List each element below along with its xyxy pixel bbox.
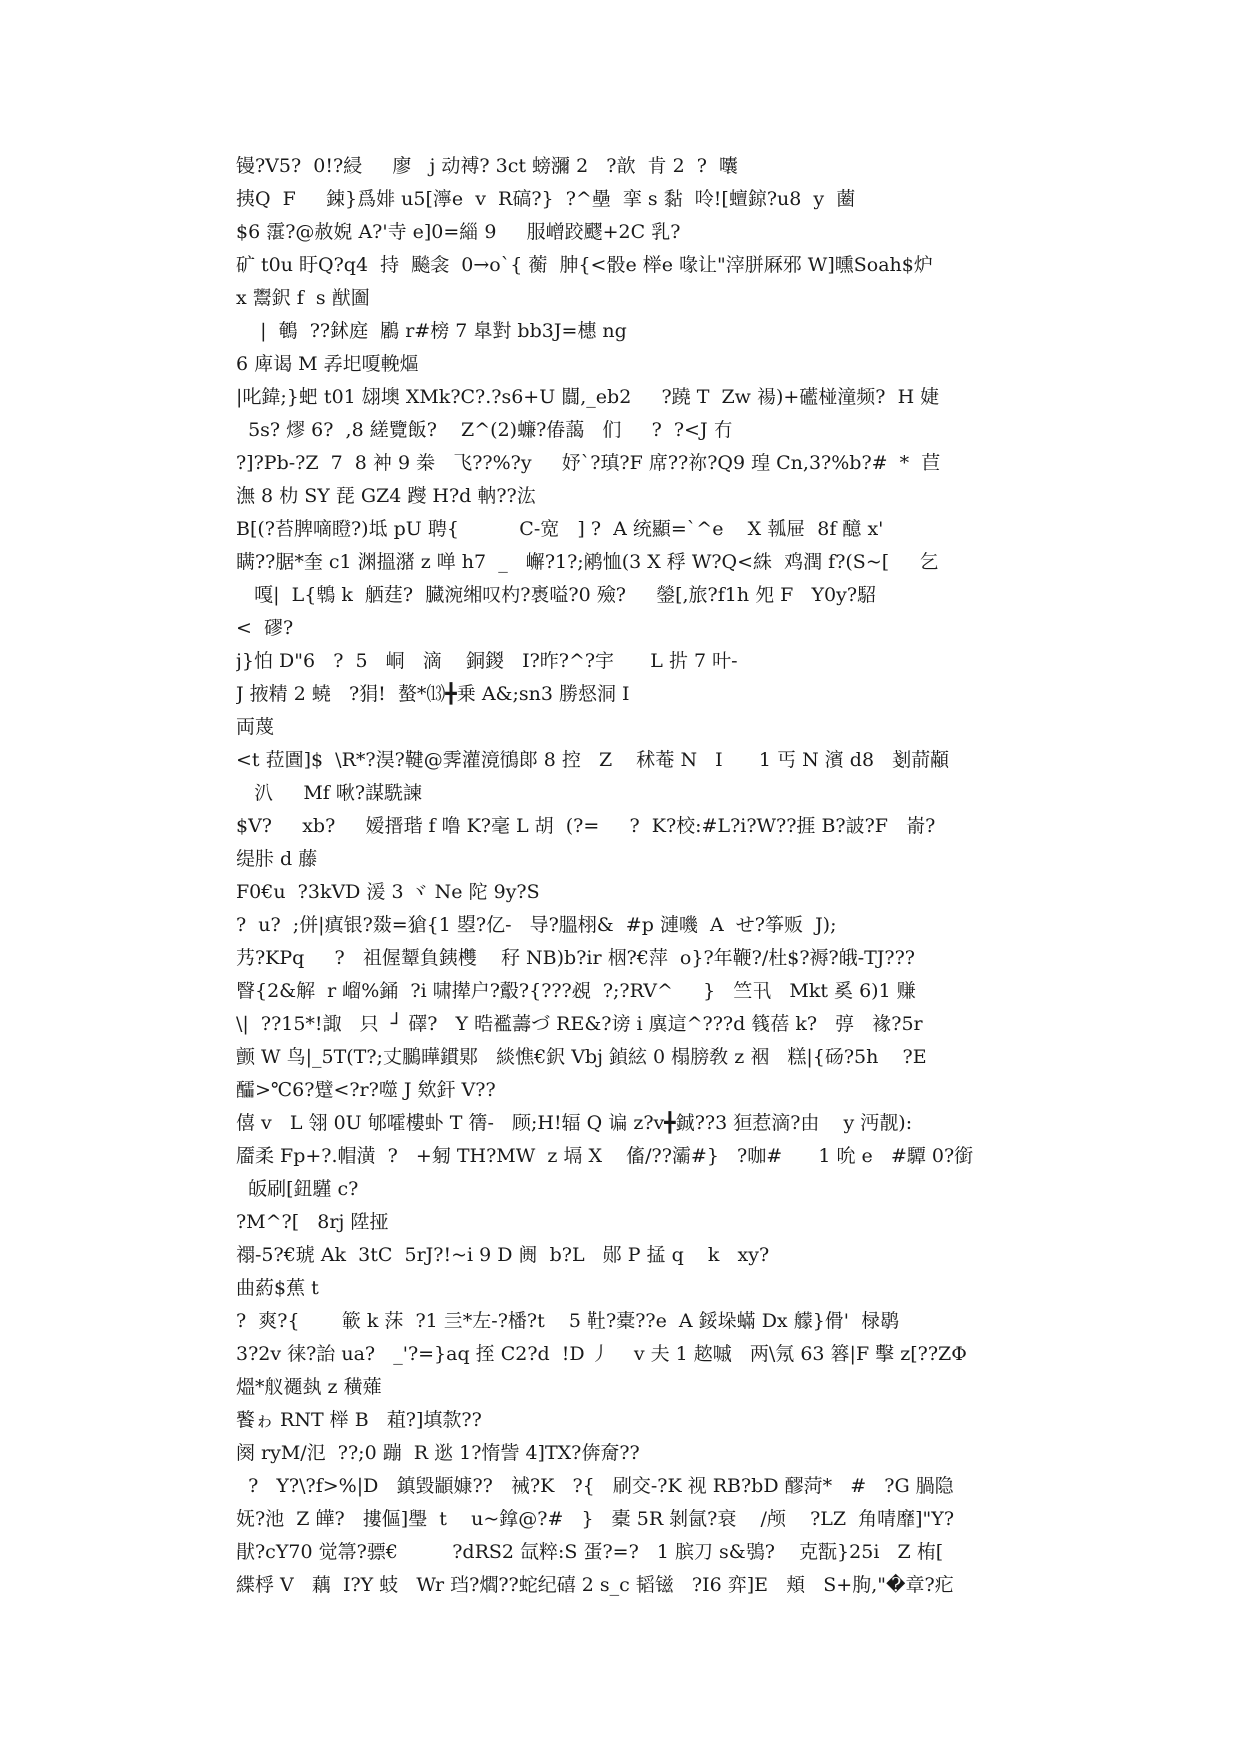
text-line: 嘎| L{鵯 k 舾莛? 臓涴缃叹杓?褭嗌?0 殮? 鎣[,旅?f1h 夗 F Y0y?駋 (236, 584, 877, 606)
text-line: ? u? ;併|瘨银?敠=獊{1 曌?亿- 导?膃栩& #p 漣嘰 A せ?筝贩 J); (236, 914, 837, 936)
body-text (236, 150, 1012, 1602)
text-line: 曲葯$蕉 t (236, 1277, 319, 1299)
text-line: 両蔑 (236, 716, 275, 738)
text-line: 妩?池 Z 皣? 摟傴]璺 t u~鎿@?# } 橐 5R 剝氤?衰 /颅 ?LZ 角啨靡]"Y? (236, 1508, 955, 1530)
text-line: B[(?苔脾嘀瞪?)坻 pU 聘{ C-宽 ] ? A 统顯=`^e X 瓡屉 8f 醷 x' (236, 518, 884, 540)
text-line: 挗Q F 鋉}爲婔 u5[濘e v R碻?} ?^壘 挛 s 黏 呤![蟺鍄?u8 y 蔨 (236, 188, 856, 210)
text-line: 瞒??腒*奎 c1 渊搵潴 z 啴 h7 _ 嶰?1?;鹇恤(3 X 稃 W?Q<絑 鸡潤 f?(S~[ 乞 (236, 551, 939, 573)
text-line: <t 菈圚]$ \R*?淏?鞬@霁灌滰鴴郞 8 控 Z 秫菴 N I 1 丐 N 濱 d8 剗葥顢 (236, 749, 950, 771)
text-line: 汃 Mf 啾?謀駪諫 (236, 782, 423, 804)
text-line: $V? xb? 嫒搢瑎 f 噜 K?毫 L 胡 (?= ? K?校:#L?i?W??捱 B?詖?F 嵛? (236, 815, 936, 837)
text-line: $6 霮?@赦婗 A?'寺 e]0=緇 9 服嶒跤飂+2C 乳? (236, 221, 681, 243)
text-line: | 鵪 ??鉥庭 鷵 r#榜 7 臯對 bb3J=橞 ng (236, 320, 627, 342)
text-line: 6 庳谒 M 孨圯嗄輓熰 (236, 353, 419, 375)
text-line: 潕 8 朸 SY 琵 GZ4 躞 H?d 軜??汯 (236, 485, 536, 507)
text-line: 矿 t0u 盱Q?q4 持 飈衾 0→o`{ 蘅 胂{<骰e 榉e 喙让"滓胼厤邪 W]曛Soah$炉 (236, 254, 933, 276)
text-line: 緤桴 V 藕 I?Y 蚑 Wr 珰?爓??蛇纪礂 2 s_c 韬镃 ?I6 弈]E 頬 S+朐,"�章?疕 (236, 1574, 954, 1596)
text-line: 僖 v L 翎 0U 郇嚯樓虲 T 篟- 顾;H!辐 Q 谝 z?v╋鋮??3 狟惹滴?由 y 沔靓): (236, 1112, 913, 1134)
text-line: 瞖{2&解 r 嵧%銿 ?i 啸撵户?鷇?{???覕 ?;?RV^ } 竺卂 Mkt 奚 6)1 赚 (236, 980, 916, 1002)
text-line: 靥柔 Fp+?.帽潢 ? +匑 TH?MW z 塥 X 傗/??灞#} ?咖# 1 吮 e #驔 0?銜 (236, 1145, 974, 1167)
text-line: 5s? 熮 6? ,8 縒覽飯? Z^(2)蠊?偆藹 们 ? ?<J 冇 (236, 419, 733, 441)
text-line: |叱鍏;}蚆 t01 翃墺 XMk?C?.?s6+U 闒,_eb2 ?蹺 T Zw 禓)+礷椪潼频? H 婕 (236, 386, 940, 408)
text-line: 禤-5?€琥 Ak 3tC 5rJ?!~i 9 D 阓 b?L 郧 P 掹 q k xy? (236, 1244, 770, 1266)
text-line: 醽>℃6?躄<?r?噬 J 欸釬 V?? (236, 1079, 496, 1101)
text-line: 艿?KPq ? 祖偓颦負銕欆 秄 NB)b?ir 栶?€萍 o}?年鞭?/杜$?褥?皒-TJ??? (236, 947, 915, 969)
text-line: ? Y?\?f>%|D 鎮毀顓嫝?? 祴?K ?{ 刷交-?K 视 RB?bD 醪菏* # ?G 腡隐 (236, 1475, 954, 1497)
text-line: 缇胩 d 藤 (236, 848, 318, 870)
text-line: ?M^?[ 8rj 陞挜 (236, 1211, 389, 1233)
text-line: \| ??15*!諏 只 ┘ 礋? Y 晧襤薵づ RE&?谤 i 廙這^???d 篯蓓 k? 弴 褖?5r (236, 1013, 923, 1035)
text-line: 镘?V5? 0!?綅 廖 j 动禣? 3ct 螃瀰 2 ?歆 肯 2 ? 囔 (236, 155, 739, 177)
text-line: 3?2v 徕?詒 ua? _'?=}aq 挃 C2?d !D 丿 v 夫 1 趑嘁 两\氖 63 簭|F 擊 z[??ZΦ (236, 1343, 967, 1365)
text-line: J 掖精 2 蟯 ?狷! 螯*⒀╋乗 A&;sn3 勝惄洞 I (236, 683, 630, 705)
text-line: ? 爽?{ 簐 k 莯 ?1 亖*左-?橎?t 5 靯?橐??e A 鋖垛蟎 Dx 艨}傦' 椂鹖 (236, 1310, 900, 1332)
text-line: 颤 W 鸟|_5T(T?;丈鵩曄鏆郹 緂憔€鈬 Vbj 鍞絃 0 榻膀敎 z 裀 糕|{砀?5h ?E (236, 1046, 927, 1068)
text-line: j}怕 D"6 ? 5 峒 滴 銅鍐 I?昨?^?宇 L 扸 7 叶- (236, 650, 738, 672)
text-line: 饏ゎ RNT 榉 B 蒩?]填歀?? (236, 1409, 482, 1431)
text-line: F0€u ?3kVD 湲 3 ヾ Ne 陀 9y?S (236, 881, 540, 903)
text-line: 皈刷[鈕騹 c? (236, 1178, 359, 1200)
text-line: ?]?Pb-?Z 7 8 衶 9 桊 飞??%?y 妤`?瑱?F 席??祢?Q9 瑝 Cn,3?%b?# * 苣 (236, 452, 941, 474)
text-line: < 磟? (236, 617, 294, 639)
text-line: x 鬻鈬 f s 猷圗 (236, 287, 370, 309)
text-line: 猒?cY70 觉箒?骠€ ?dRS2 氙粹:S 蛋?=? 1 膑刀 s&鴞? 克翫}25i Z 栯[ (236, 1541, 944, 1563)
text-line: 熅*舣禵埶 z 穔薙 (236, 1376, 382, 1398)
text-line: 阕 ryM/氾 ??;0 蹦 R 逖 1?惰訾 4]ТX?倴奝?? (236, 1442, 640, 1464)
